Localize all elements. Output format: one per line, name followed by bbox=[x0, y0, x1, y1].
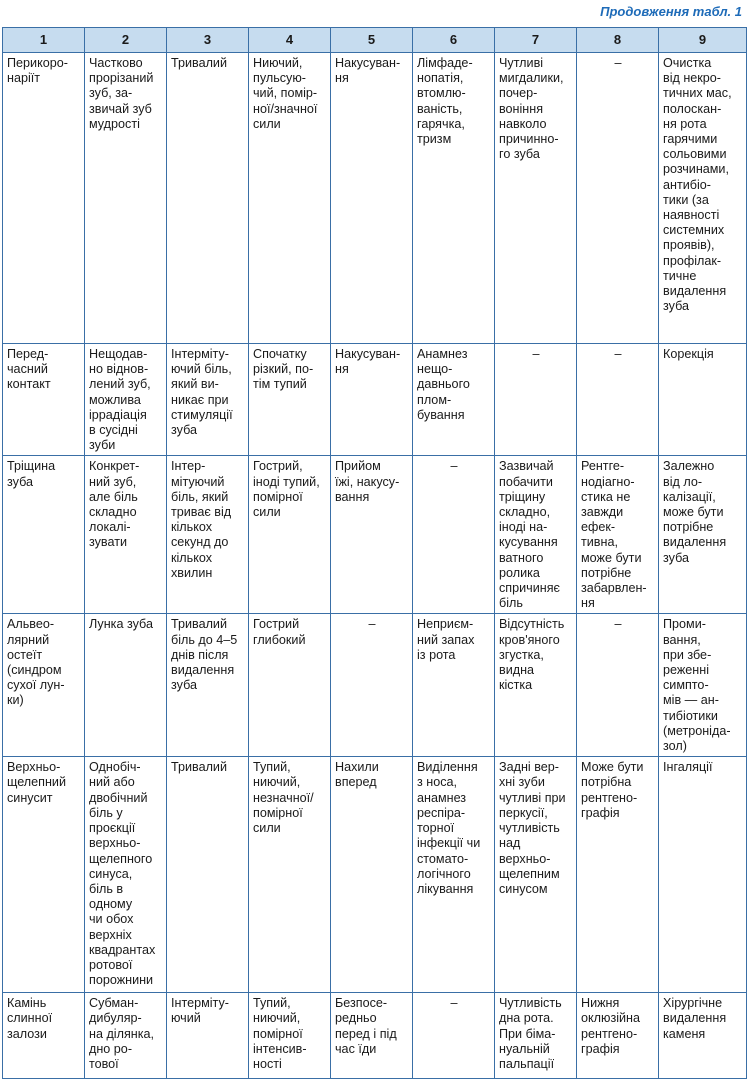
table-cell: Однобіч- ний або двобічний біль у проєкції верхньо- щелепного синуса, біль в одному чи обох верхніх квадрантах ротової порожнини bbox=[85, 757, 167, 993]
table-cell: Інтерміту- ючий біль, який ви- никає при стимуляції зуба bbox=[167, 344, 249, 456]
column-header: 4 bbox=[249, 28, 331, 53]
table-cell: Задні вер- хні зуби чутливі при перкусії, чутливість над верхньо- щелепним синусом bbox=[495, 757, 577, 993]
table-row bbox=[3, 993, 747, 1079]
table-cell: Перикоро- наріїт bbox=[3, 53, 85, 344]
table-cell: Тривалий біль до 4–5 днів після видалення зуба bbox=[167, 614, 249, 757]
table-cell: Перед- часний контакт bbox=[3, 344, 85, 456]
table-row bbox=[3, 757, 747, 993]
table-cell: Накусуван- ня bbox=[331, 53, 413, 344]
table-cell: Відсутність кров'яного згустка, видна кістка bbox=[495, 614, 577, 757]
table-cell: Рентге- нодіагно- стика не завжди ефек- тивна, може бути потрібне забарвлен- ня bbox=[577, 456, 659, 614]
table-row bbox=[3, 344, 747, 456]
table-cell: Очистка від некро- тичних мас, полоскан- ня рота гарячими сольовими розчинами, антибіо- тики (за наявності системних проявів), профілак- тичне видалення зуба bbox=[659, 53, 747, 344]
table-cell: Верхньо- щелепний синусит bbox=[3, 757, 85, 993]
column-header: 9 bbox=[659, 28, 747, 53]
table-cell: Накусуван- ня bbox=[331, 344, 413, 456]
table-cell: Ниючий, пульсую- чий, помір- ної/значної сили bbox=[249, 53, 331, 344]
table-row bbox=[3, 614, 747, 757]
table-cell: Спочатку різкий, по- тім тупий bbox=[249, 344, 331, 456]
table-cell: – bbox=[577, 344, 659, 456]
column-header: 5 bbox=[331, 28, 413, 53]
table-cell: Зазвичай побачити тріщину складно, іноді на- кусування ватного ролика спричиняє біль bbox=[495, 456, 577, 614]
table-cell: Тривалий bbox=[167, 757, 249, 993]
table-cell: Гострий глибокий bbox=[249, 614, 331, 757]
clinical-table bbox=[2, 27, 747, 1079]
table-cell: Гострий, іноді тупий, помірної сили bbox=[249, 456, 331, 614]
table-cell: Корекція bbox=[659, 344, 747, 456]
table-cell: Лунка зуба bbox=[85, 614, 167, 757]
table-cell: Інтерміту- ючий bbox=[167, 993, 249, 1079]
table-cell: Проми- вання, при збе- реженні симпто- мів — ан- тибіотики (метроніда- зол) bbox=[659, 614, 747, 757]
column-header: 7 bbox=[495, 28, 577, 53]
table-cell: Прийом їжі, накусу- вання bbox=[331, 456, 413, 614]
table-cell: Анамнез нещо- давнього плом- бування bbox=[413, 344, 495, 456]
table-cell: Тупий, ниючий, помірної інтенсив- ності bbox=[249, 993, 331, 1079]
column-header: 1 bbox=[3, 28, 85, 53]
table-row bbox=[3, 456, 747, 614]
column-header: 6 bbox=[413, 28, 495, 53]
table-row bbox=[3, 53, 747, 344]
table-cell: Хірургічне видалення каменя bbox=[659, 993, 747, 1079]
table-cell: Чутливі мигдалики, почер- воніння навколо причинно- го зуба bbox=[495, 53, 577, 344]
column-header: 8 bbox=[577, 28, 659, 53]
table-cell: Камінь слинної залози bbox=[3, 993, 85, 1079]
table-cell: – bbox=[495, 344, 577, 456]
table-cell: Безпосе- редньо перед і під час їди bbox=[331, 993, 413, 1079]
table-cell: Залежно від ло- калізації, може бути потрібне видалення зуба bbox=[659, 456, 747, 614]
table-cell: Чутливість дна рота. При біма- нуальній пальпації bbox=[495, 993, 577, 1079]
table-cell: Нижня оклюзійна рентгено- графія bbox=[577, 993, 659, 1079]
column-header: 3 bbox=[167, 28, 249, 53]
table-cell: Лімфаде- нопатія, втомлю- ваність, гарячка, тризм bbox=[413, 53, 495, 344]
table-cell: Може бути потрібна рентгено- графія bbox=[577, 757, 659, 993]
table-cell: – bbox=[331, 614, 413, 757]
header-row bbox=[3, 28, 747, 53]
table-caption: Продовження табл. 1 bbox=[600, 4, 742, 19]
table-cell: – bbox=[577, 614, 659, 757]
table-cell: – bbox=[577, 53, 659, 344]
table-cell: Конкрет- ний зуб, але біль складно локалі- зувати bbox=[85, 456, 167, 614]
table-cell: Виділення з носа, анамнез респіра- торної інфекції чи стомато- логічного лікування bbox=[413, 757, 495, 993]
table-cell: Субман- дибуляр- на ділянка, дно ро- тової bbox=[85, 993, 167, 1079]
table-cell: Частково прорізаний зуб, за- звичай зуб мудрості bbox=[85, 53, 167, 344]
table-cell: Альвео- лярний остеїт (синдром сухої лун- ки) bbox=[3, 614, 85, 757]
table-cell: Нахили вперед bbox=[331, 757, 413, 993]
table-cell: Інтер- мітуючий біль, який триває від кількох секунд до кількох хвилин bbox=[167, 456, 249, 614]
column-header: 2 bbox=[85, 28, 167, 53]
table-cell: Тривалий bbox=[167, 53, 249, 344]
table-cell: Нещодав- но віднов- лений зуб, можлива іррадіація в сусідні зуби bbox=[85, 344, 167, 456]
table-cell: Інгаляції bbox=[659, 757, 747, 993]
table-cell: Тупий, ниючий, незначної/ помірної сили bbox=[249, 757, 331, 993]
table-cell: Неприєм- ний запах із рота bbox=[413, 614, 495, 757]
table-cell: – bbox=[413, 993, 495, 1079]
table-cell: Тріщина зуба bbox=[3, 456, 85, 614]
table-cell: – bbox=[413, 456, 495, 614]
